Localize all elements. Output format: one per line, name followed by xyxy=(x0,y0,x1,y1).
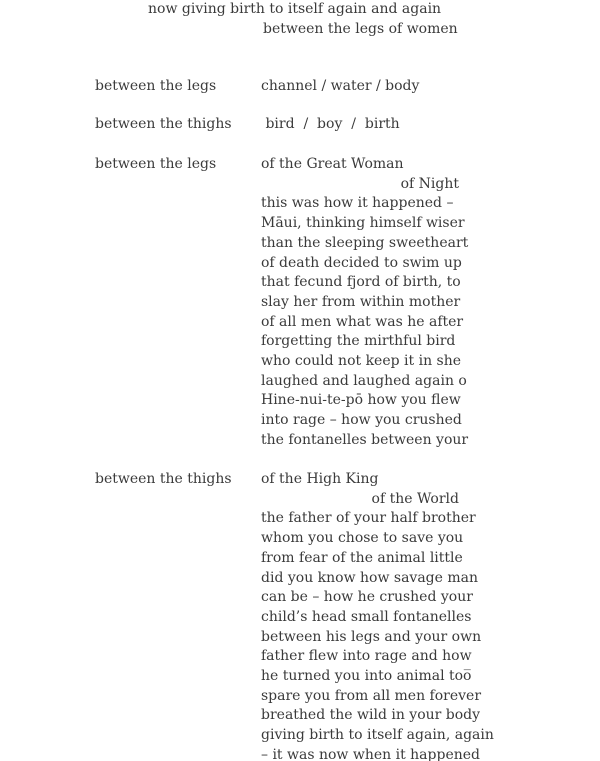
stanza-line: child’s head small fontanelles xyxy=(261,608,472,625)
couplet-label: between the legs xyxy=(95,78,217,94)
stanza-line: of the High King xyxy=(261,471,379,487)
stanza-line: laughed and laughed again o xyxy=(261,372,467,389)
stanza-line: that fecund fjord of birth, to xyxy=(261,274,461,291)
stanza-label: between the thighs xyxy=(95,471,232,487)
stanza-line-list xyxy=(261,509,494,761)
stanza-line: Hine-nui-te-pō how you flew xyxy=(261,392,461,409)
stanza-line: slay her from within mother xyxy=(261,293,461,310)
stanza-line: between his legs and your own xyxy=(261,628,482,645)
stanza-line: of all men what was he after xyxy=(261,313,464,330)
couplet-text: channel / water / body xyxy=(261,78,420,94)
stanza-line: Māui, thinking himself wiser xyxy=(261,215,465,232)
stanza-line: of death decided to swim up xyxy=(261,254,462,271)
stanza-line: into rage – how you crushed xyxy=(261,412,462,429)
couplet-text: bird / boy / birth xyxy=(261,116,400,132)
poem-opening-line-1: now giving birth to itself again and again xyxy=(148,1,442,17)
stanza-line: – it was now when it happened xyxy=(261,746,480,761)
stanza-body xyxy=(261,155,469,451)
stanza-line: whom you chose to save you xyxy=(261,530,464,547)
poem-opening-line-2: between the legs of women xyxy=(263,21,458,37)
stanza-line: forgetting the mirthful bird xyxy=(261,333,456,350)
stanza-line: the fontanelles between your xyxy=(261,431,469,448)
stanza-line: giving birth to itself again, again xyxy=(261,727,494,744)
couplet-label: between the thighs xyxy=(95,116,232,132)
stanza-label: between the legs xyxy=(95,156,217,172)
stanza-line: this was how it happened – xyxy=(261,195,454,212)
stanza-line-list xyxy=(261,194,469,450)
stanza-line-right-aligned: of Night xyxy=(400,175,459,192)
stanza-line-right-aligned: of the World xyxy=(371,490,459,507)
stanza-line: father flew into rage and how xyxy=(261,648,472,665)
stanza-line: spare you from all men forever xyxy=(261,687,482,704)
stanza-line: than the sleeping sweetheart xyxy=(261,234,469,251)
stanza-line: of the Great Woman xyxy=(261,156,404,172)
stanza-line: can be – how he crushed your xyxy=(261,589,473,606)
stanza-line: breathed the wild in your body xyxy=(261,707,481,724)
stanza-line: the father of your half brother xyxy=(261,510,476,527)
stanza-line: from fear of the animal little xyxy=(261,549,463,566)
stanza-line: did you know how savage man xyxy=(261,569,479,586)
stanza-line: who could not keep it in she xyxy=(261,353,462,370)
stanza-body xyxy=(261,470,494,761)
stanza-line: he turned you into animal too̅ xyxy=(261,668,472,685)
